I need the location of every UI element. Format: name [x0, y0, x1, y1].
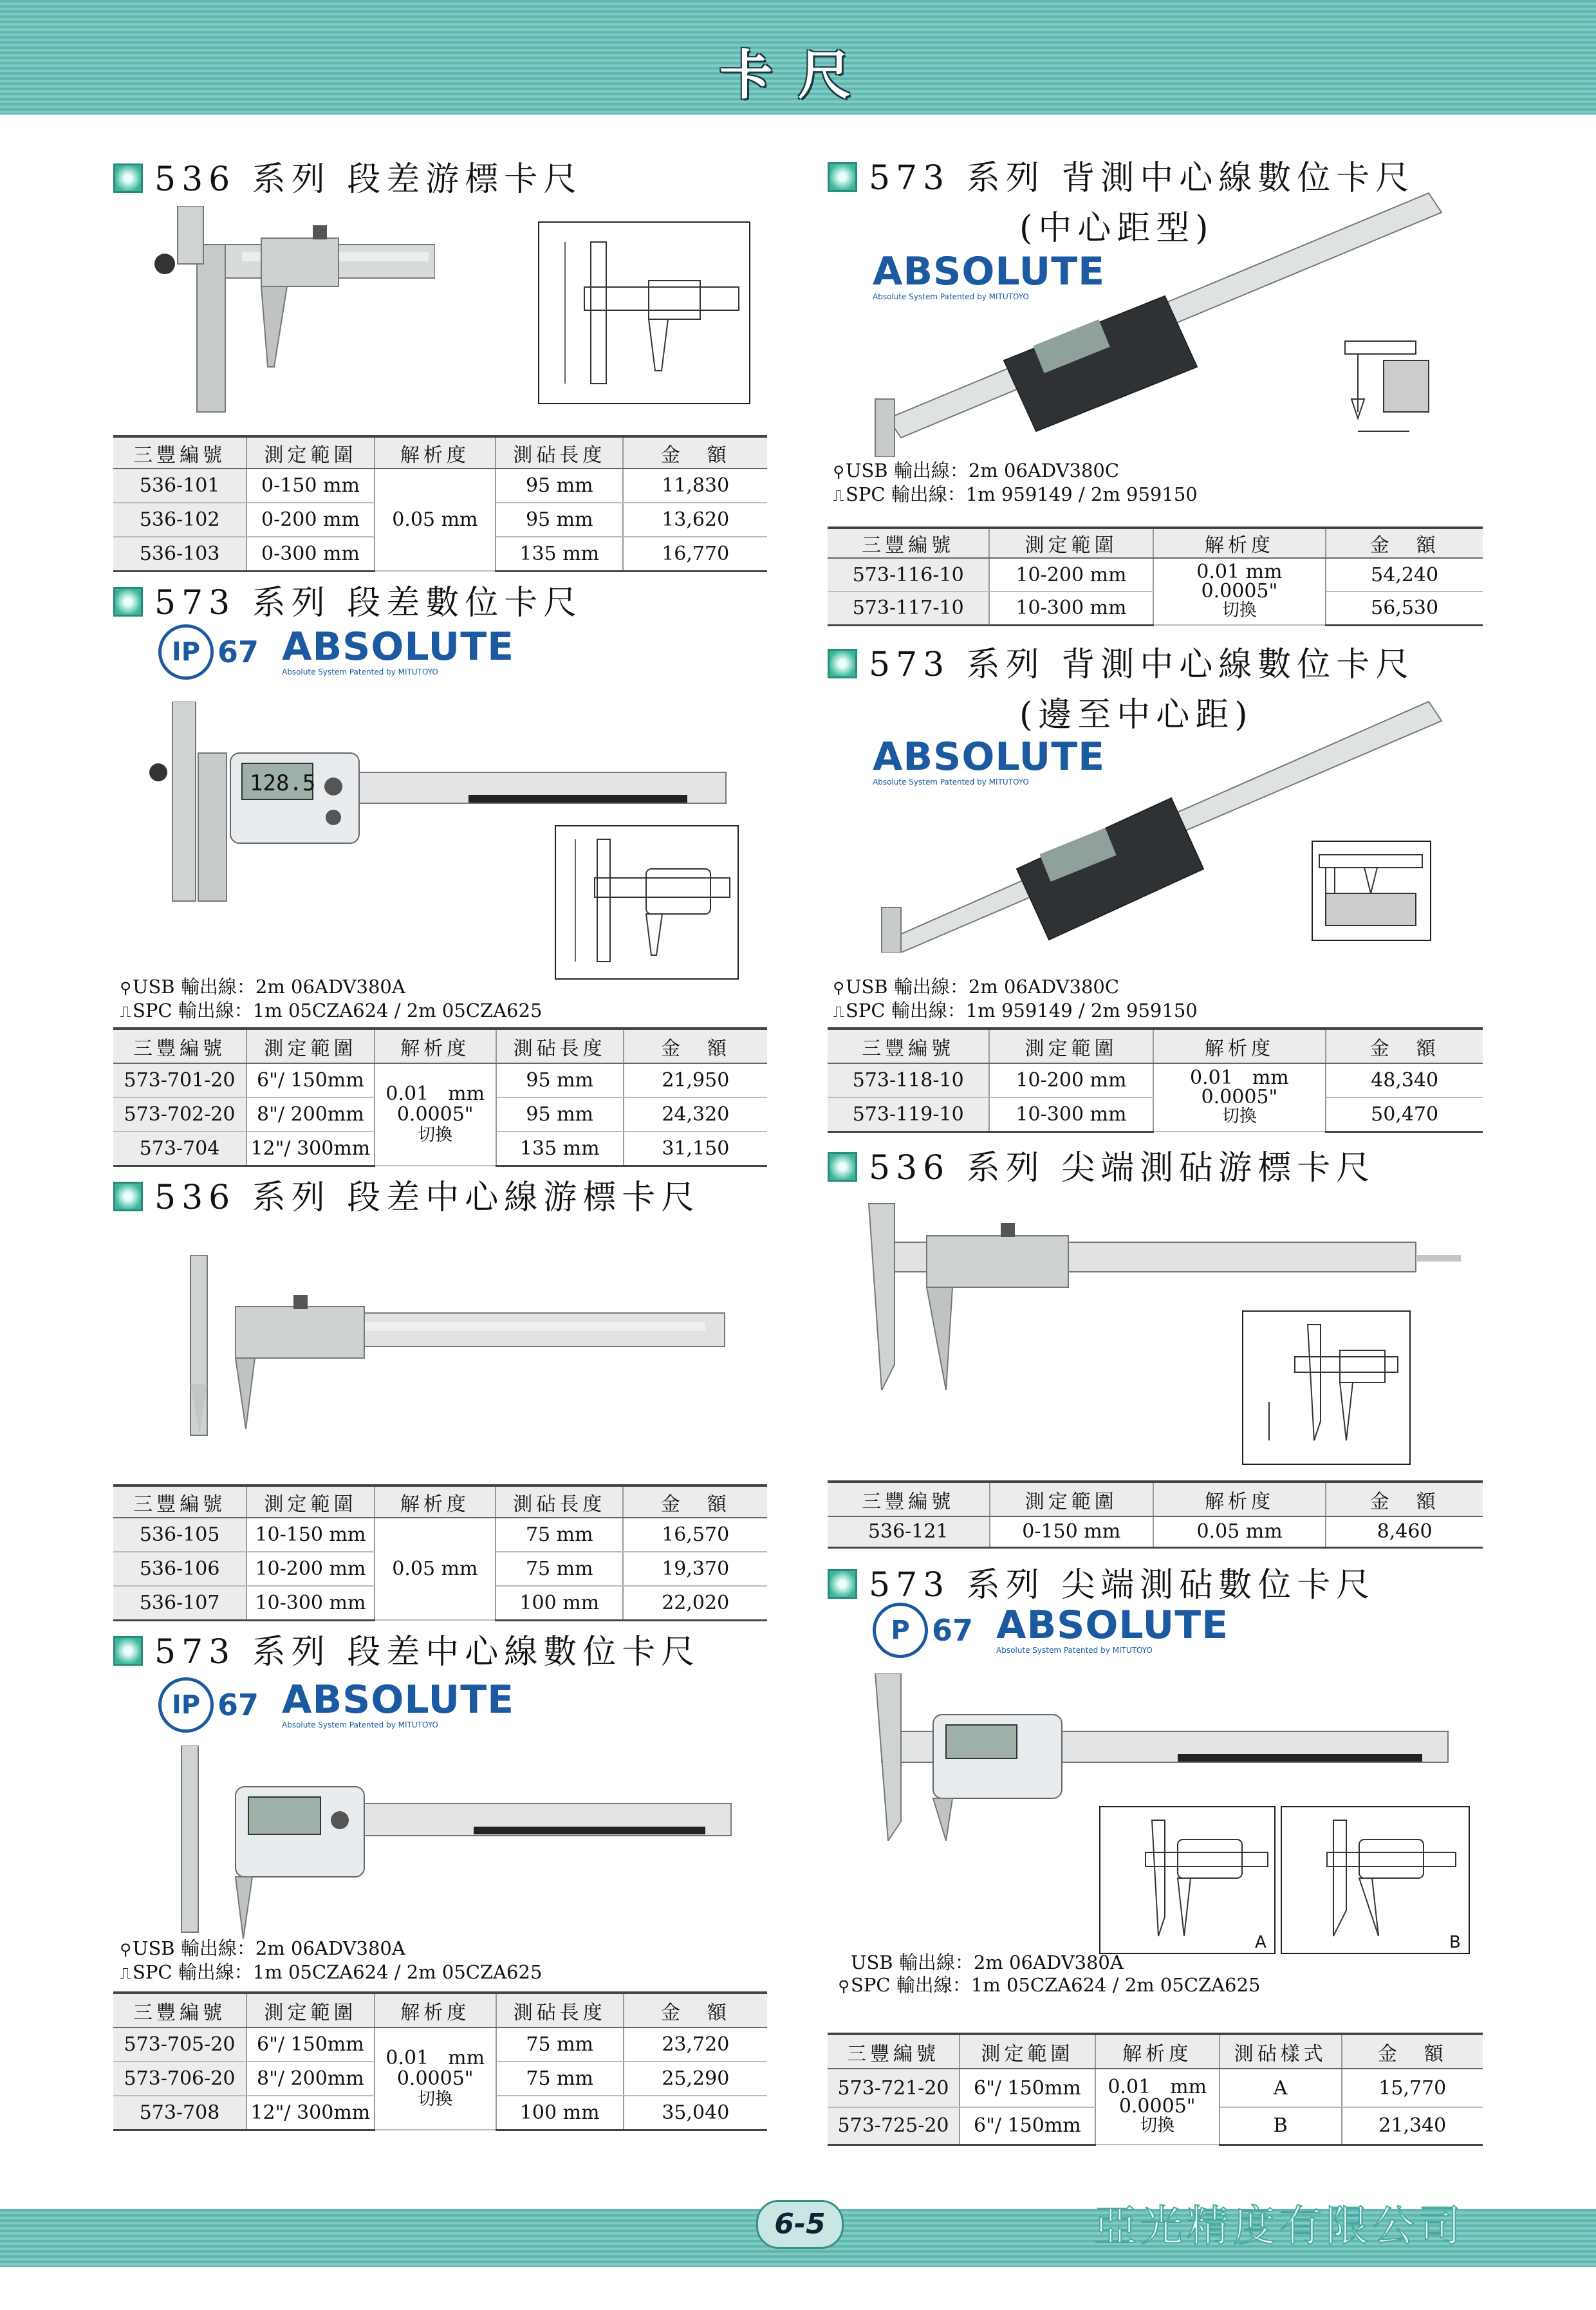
col-anvil: 測砧長度 — [496, 436, 623, 469]
section-title-573-back-edge: 573 系列 背測中心線數位卡尺 — [828, 637, 1415, 685]
table-row: 573-708 12"/ 300mm 100 mm 35,040 — [113, 2096, 767, 2130]
spec-table-573-point-digital: 三豐編號 測定範圍 解析度 測砧樣式 金 額 573-721-20 6"/ 150mm 0.01 mm 0.0005" 切換 A 15,770 573-725-20 6"/ 150mm B 21,340 — [828, 2033, 1483, 2146]
point-digital-diagram-b — [1281, 1806, 1470, 1954]
col-price: 金 額 — [623, 436, 767, 469]
spec-table-573-back-edge: 三豐編號 測定範圍 解析度 金 額 573-118-10 10-200 mm 0.01 mm 0.0005" 切換 48,340 573-119-10 10-300 mm 50,470 — [828, 1027, 1483, 1133]
point-digital-diagram-a — [1099, 1806, 1276, 1954]
table-row: 573-725-20 6"/ 150mm B 21,340 — [828, 2107, 1483, 2145]
step-caliper-diagram — [538, 221, 750, 404]
cable-info: ⚲USB 輸出線：2m 06ADV380C ⎍SPC 輸出線：1m 959149 / 2m 959150 — [831, 976, 1198, 1023]
edge-center-diagram — [1312, 841, 1431, 941]
ip67-absolute-logo: P 67 ABSOLUTE Absolute System Patented by MITUTOYO — [873, 1603, 1229, 1658]
absolute-logo: ABSOLUTE Absolute System Patented by MITUTOYO — [873, 249, 1106, 301]
bullet-square-icon — [828, 1152, 857, 1182]
table-row: 573-117-10 10-300 mm 56,530 — [828, 591, 1483, 625]
bullet-square-icon — [828, 649, 857, 678]
spc-cable-icon: ⎍ — [833, 487, 844, 505]
usb-icon: ⚲ — [120, 979, 131, 997]
svg-text:128.5: 128.5 — [250, 770, 316, 796]
col-range: 測定範圍 — [246, 436, 374, 469]
table-row: 536-107 10-300 mm 100 mm 22,020 — [113, 1586, 767, 1620]
spc-cable-icon: ⚲ — [838, 1977, 849, 1995]
spec-table-536-point: 三豐編號 測定範圍 解析度 金 額 536-121 0-150 mm 0.05 mm 8,460 — [828, 1480, 1483, 1549]
bullet-square-icon — [113, 587, 143, 617]
table-row: 536-103 0-300 mm 135 mm 16,770 — [113, 537, 767, 571]
centerline-vernier-photo — [152, 1255, 731, 1442]
center-distance-diagram — [1332, 328, 1435, 444]
section-title-573-step-digital: 573 系列 段差數位卡尺 — [113, 575, 582, 624]
col-resolution: 解析度 — [375, 436, 496, 469]
bullet-square-icon — [113, 1636, 143, 1666]
section-title-573-point-digital: 573 系列 尖端測砧數位卡尺 — [828, 1558, 1375, 1606]
spec-table-536-step — [113, 435, 767, 572]
ip67-absolute-logo: IP 67 ABSOLUTE Absolute System Patented by MITUTOYO — [158, 1677, 514, 1733]
cable-info: USB 輸出線：2m 06ADV380A ⚲SPC 輸出線：1m 05CZA624 / 2m 05CZA625 — [837, 1951, 1260, 1998]
company-name: 亞光精度有限公司 — [1094, 2201, 1465, 2251]
point-anvil-diagram — [1242, 1310, 1411, 1465]
section-title-573-centerline-digital: 573 系列 段差中心線數位卡尺 — [113, 1625, 700, 1673]
table-row: 536-121 0-150 mm 0.05 mm 8,460 — [828, 1516, 1483, 1547]
cable-info: ⚲USB 輸出線：2m 06ADV380A ⎍SPC 輸出線：1m 05CZA624 / 2m 05CZA625 — [118, 1937, 542, 1985]
svg-text:B: B — [1449, 1933, 1461, 1952]
usb-icon: ⚲ — [120, 1941, 131, 1959]
ip-logo-icon: IP — [158, 624, 214, 680]
col-code: 三豐編號 — [113, 436, 246, 469]
table-row: 536-106 10-200 mm 75 mm 19,370 — [113, 1552, 767, 1586]
ip-logo-icon: P — [873, 1603, 928, 1658]
spec-table-536-centerline: 三豐編號 測定範圍 解析度 測砧長度 金 額 536-105 10-150 mm 0.05 mm 75 mm 16,570 536-106 10-200 mm 75 mm 19,370 536-107 10-300 mm 100 mm 22,020 — [113, 1484, 767, 1621]
cable-info: ⚲USB 輸出線：2m 06ADV380A ⎍SPC 輸出線：1m 05CZA624 / 2m 05CZA625 — [118, 976, 542, 1023]
table-row: 573-704 12"/ 300mm 135 mm 31,150 — [113, 1132, 767, 1166]
ip67-absolute-logo: IP 67 ABSOLUTE Absolute System Patented by MITUTOYO — [158, 624, 514, 680]
table-row: 573-721-20 6"/ 150mm 0.01 mm 0.0005" 切換 A 15,770 — [828, 2069, 1483, 2107]
step-digital-diagram — [555, 825, 739, 980]
section-title-536-step: 536 系列 段差游標卡尺 — [113, 152, 582, 200]
bullet-square-icon — [828, 162, 857, 192]
usb-icon: ⚲ — [833, 979, 844, 997]
section-subtitle: (中心距型) — [1019, 209, 1214, 248]
spec-table-573-centerline-digital: 三豐編號 測定範圍 解析度 測砧長度 金 額 573-705-20 6"/ 150mm 0.01 mm 0.0005" 切換 75 mm 23,720 573-706-20 8"/ 200mm 75 mm 25,290 573-708 12"/ 300mm 100 mm 35,040 — [113, 1991, 767, 2131]
section-title-536-centerline: 536 系列 段差中心線游標卡尺 — [113, 1170, 700, 1218]
table-row: 573-705-20 6"/ 150mm 0.01 mm 0.0005" 切換 75 mm 23,720 — [113, 2027, 767, 2062]
absolute-logo: ABSOLUTE Absolute System Patented by MITUTOYO — [873, 734, 1106, 787]
usb-icon: ⚲ — [833, 463, 844, 481]
table-row: 573-118-10 10-200 mm 0.01 mm 0.0005" 切換 48,340 — [828, 1063, 1483, 1097]
centerline-digital-photo — [152, 1746, 738, 1939]
table-row: 536-102 0-200 mm 95 mm 13,620 — [113, 503, 767, 537]
ip-logo-icon: IP — [158, 1677, 214, 1733]
section-title-573-back-center: 573 系列 背測中心線數位卡尺 — [828, 151, 1415, 199]
section-subtitle: (邊至中心距) — [1019, 696, 1254, 734]
svg-text:A: A — [1255, 1933, 1267, 1952]
section-title-536-point: 536 系列 尖端測砧游標卡尺 — [828, 1141, 1375, 1189]
table-row: 536-105 10-150 mm 0.05 mm 75 mm 16,570 — [113, 1518, 767, 1552]
spc-cable-icon: ⎍ — [833, 1003, 844, 1021]
table-row: 573-706-20 8"/ 200mm 75 mm 25,290 — [113, 2062, 767, 2096]
spec-table-573-step-digital: 三豐編號 測定範圍 解析度 測砧長度 金 額 573-701-20 6"/ 150mm 0.01 mm 0.0005" 切換 95 mm 21,950 573-702-20 8"/ 200mm 95 mm 24,320 573-704 12"/ 300mm 135 mm 31,150 — [113, 1027, 767, 1167]
bullet-square-icon — [828, 1569, 857, 1599]
page-number: 6-5 — [756, 2200, 844, 2249]
vernier-caliper-photo — [152, 206, 435, 418]
bullet-square-icon — [113, 163, 143, 193]
spec-table-573-back-center: 三豐編號 測定範圍 解析度 金 額 573-116-10 10-200 mm 0.01 mm 0.0005" 切換 54,240 573-117-10 10-300 mm 56,530 — [828, 526, 1483, 626]
bullet-square-icon — [113, 1182, 143, 1211]
spc-cable-icon: ⎍ — [120, 1003, 131, 1021]
table-row: 573-119-10 10-300 mm 50,470 — [828, 1097, 1483, 1132]
table-row: 536-101 0-150 mm 0.05 mm 95 mm 11,830 — [113, 469, 767, 503]
table-row: 573-702-20 8"/ 200mm 95 mm 24,320 — [113, 1097, 767, 1132]
cable-info: ⚲USB 輸出線：2m 06ADV380C ⎍SPC 輸出線：1m 959149 / 2m 959150 — [831, 460, 1198, 507]
table-row: 573-701-20 6"/ 150mm 0.01 mm 0.0005" 切換 95 mm 21,950 — [113, 1063, 767, 1097]
spc-cable-icon: ⎍ — [120, 1964, 131, 1982]
table-row: 573-116-10 10-200 mm 0.01 mm 0.0005" 切換 54,240 — [828, 558, 1483, 591]
page-title: 卡尺 — [719, 45, 877, 106]
